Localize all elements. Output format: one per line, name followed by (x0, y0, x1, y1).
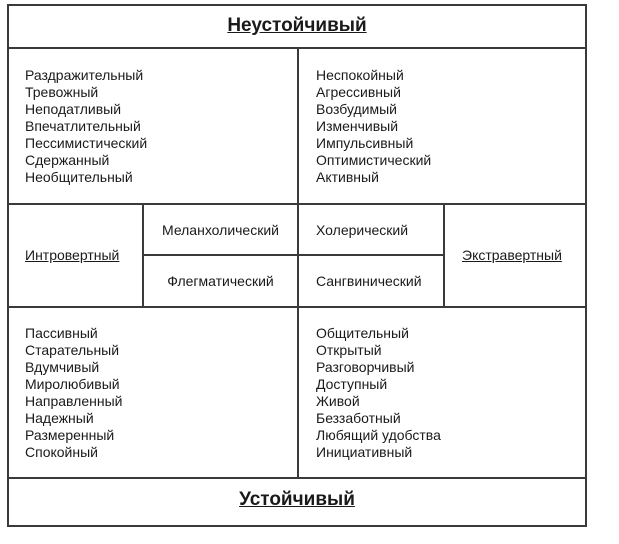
sanguine-cell: Сангвинический (316, 273, 422, 289)
trait-item: Неспокойный (316, 67, 404, 83)
phlegmatic-cell: Флегматический (167, 273, 274, 289)
trait-item: Инициативный (316, 444, 413, 460)
top-right-traits (316, 67, 431, 186)
trait-item: Вдумчивый (25, 359, 100, 375)
choleric-cell: Холерический (316, 221, 409, 238)
trait-item: Разговорчивый (316, 359, 415, 375)
border-left (7, 4, 9, 527)
trait-item: Живой (316, 393, 360, 409)
trait-item: Открытый (316, 342, 382, 358)
trait-item: Активный (316, 169, 379, 185)
trait-item: Любящий удобства (316, 427, 441, 443)
bottom-title: Устойчивый (239, 489, 355, 510)
trait-item: Оптимистический (316, 152, 432, 168)
extravert-label: Экстравертный (462, 247, 562, 263)
bottom-left-traits (25, 325, 122, 461)
trait-item: Сдержанный (25, 152, 110, 168)
trait-item: Пассивный (25, 325, 98, 341)
top-left-traits (25, 67, 147, 186)
border-top (7, 4, 587, 6)
trait-item: Миролюбивый (25, 376, 120, 392)
trait-item: Доступный (316, 376, 388, 392)
trait-item: Агрессивный (316, 84, 401, 100)
trait-item: Старательный (25, 342, 120, 358)
trait-item: Впечатлительный (25, 118, 141, 134)
trait-item: Спокойный (25, 444, 98, 460)
trait-item: Беззаботный (316, 410, 401, 426)
trait-item: Общительный (316, 325, 409, 341)
melancholic-cell: Меланхолический (162, 221, 279, 238)
trait-item: Тревожный (25, 84, 99, 100)
bottom-right-traits (316, 325, 441, 461)
trait-item: Раздражительный (25, 67, 144, 83)
divider-vertical-right (443, 203, 445, 308)
border-bottom (7, 525, 587, 527)
trait-item: Направленный (25, 393, 123, 409)
trait-item: Неподатливый (25, 101, 122, 117)
trait-item: Пессимистический (25, 135, 148, 151)
trait-item: Изменчивый (316, 118, 399, 134)
trait-item: Возбудимый (316, 101, 397, 117)
trait-item: Необщительный (25, 169, 133, 185)
trait-item: Размеренный (25, 427, 115, 443)
border-right (585, 4, 587, 527)
top-title: Неустойчивый (227, 15, 367, 36)
trait-item: Надежный (25, 410, 94, 426)
trait-item: Импульсивный (316, 135, 414, 151)
introvert-label: Интровертный (25, 247, 120, 263)
